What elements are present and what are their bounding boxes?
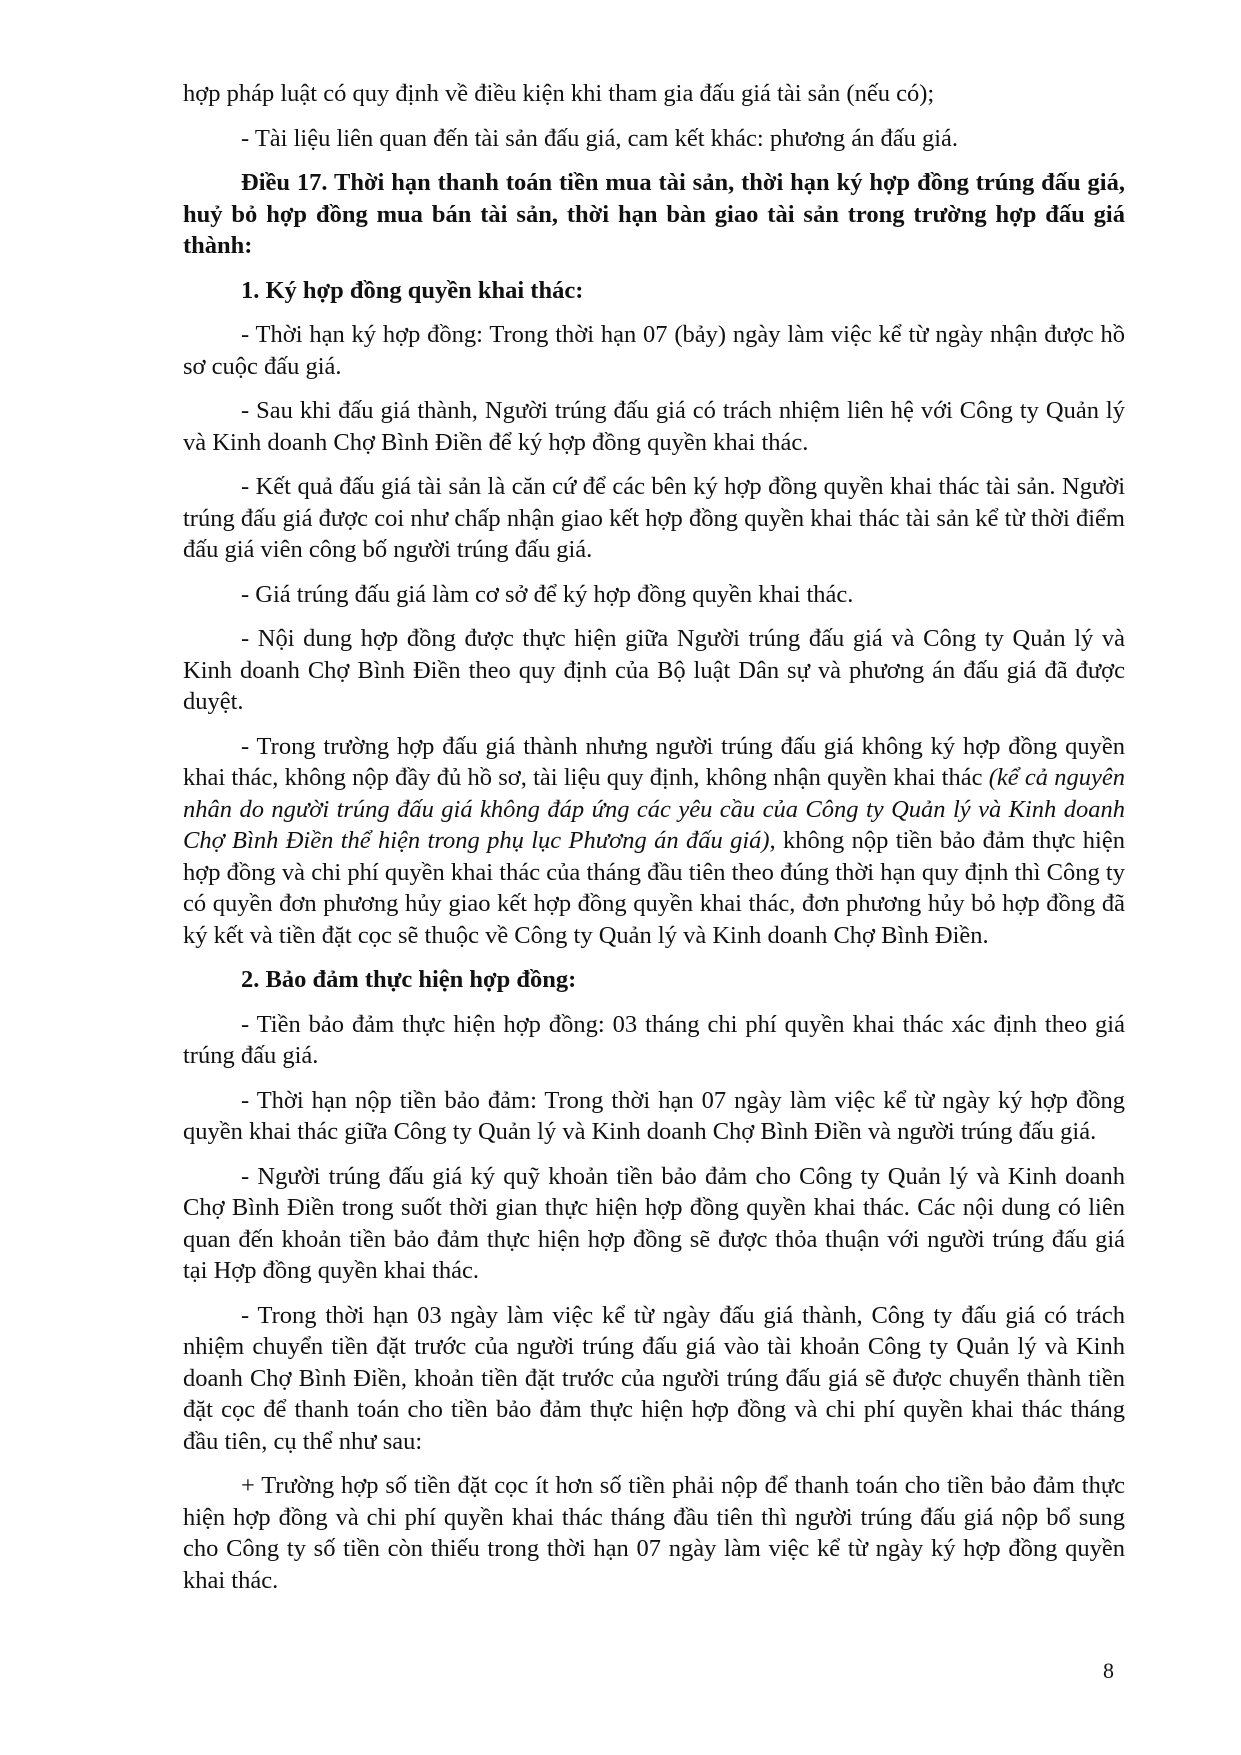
document-body [183,78,1125,1609]
paragraph-winning-price: - Giá trúng đấu giá làm cơ sở để ký hợp đồng quyền khai thác. [241,580,854,608]
paragraph-auction-result: - Kết quả đấu giá tài sản là căn cứ để các bên ký hợp đồng quyền khai thác tài sản. Người trúng đấu giá được coi như chấp nhận giao kết hợp đồng quyền khai thác tài sản kể từ thời điểm đấu giá viên công bố người trúng đấu giá. [183,473,1125,563]
paragraph-contact-company: - Sau khi đấu giá thành, Người trúng đấu giá có trách nhiệm liên hệ với Công ty Quản lý và Kinh doanh Chợ Bình Điền để ký hợp đồng quyền khai thác. [183,397,1125,456]
paragraph-contract-content: - Nội dung hợp đồng được thực hiện giữa Người trúng đấu giá và Công ty Quản lý và Kinh doanh Chợ Bình Điền theo quy định của Bộ luật Dân sự và phương án đấu giá đã được duyệt. [183,625,1125,715]
section-1-heading: 1. Ký hợp đồng quyền khai thác: [241,276,584,304]
cancellation-text-start: - Trong trường hợp đấu giá thành nhưng người trúng đấu giá không ký hợp đồng quyền khai thác, không nộp đầy đủ hồ sơ, tài liệu quy định, không nhận quyền khai thác [183,732,1125,791]
paragraph-guarantee-amount: - Tiền bảo đảm thực hiện hợp đồng: 03 tháng chi phí quyền khai thác xác định theo giá trúng đấu giá. [183,1010,1125,1069]
paragraph-insufficient-deposit: + Trường hợp số tiền đặt cọc ít hơn số tiền phải nộp để thanh toán cho tiền bảo đảm thực hiện hợp đồng và chi phí quyền khai thác tháng đầu tiên thì người trúng đấu giá nộp bổ sung cho Công ty số tiền còn thiếu trong thời hạn 07 ngày làm việc kể từ ngày ký hợp đồng quyền khai thác. [183,1472,1125,1594]
paragraph-guarantee-deadline: - Thời hạn nộp tiền bảo đảm: Trong thời hạn 07 ngày làm việc kể từ ngày ký hợp đồng quyền khai thác giữa Công ty Quản lý và Kinh doanh Chợ Bình Điền và người trúng đấu giá. [183,1086,1125,1145]
paragraph-auction-documents: - Tài liệu liên quan đến tài sản đấu giá, cam kết khác: phương án đấu giá. [241,124,958,152]
paragraph-continuation: hợp pháp luật có quy định về điều kiện khi tham gia đấu giá tài sản (nếu có); [183,80,935,107]
section-2-heading: 2. Bảo đảm thực hiện hợp đồng: [241,966,577,993]
paragraph-guarantee-deposit: - Người trúng đấu giá ký quỹ khoản tiền bảo đảm cho Công ty Quản lý và Kinh doanh Chợ Bình Điền trong suốt thời gian thực hiện hợp đồng quyền khai thác. Các nội dung có liên quan đến khoản tiền bảo đảm thực hiện hợp đồng sẽ được thỏa thuận với người trúng đấu giá tại Hợp đồng quyền khai thác. [183,1162,1125,1284]
cancellation-text-end: không nộp tiền bảo đảm thực hiện hợp đồng và chi phí quyền khai thác của tháng đầu tiên theo đúng thời hạn quy định thì Công ty có quyền đơn phương hủy giao kết hợp đồng quyền khai thác, đơn phương hủy bỏ hợp đồng đã ký kết và tiền đặt cọc sẽ thuộc về Công ty Quản lý và Kinh doanh Chợ Bình Điền. [183,827,1125,949]
cancellation-text-italic: (kể cả nguyên nhân do người trúng đấu giá không đáp ứng các yêu cầu của Công ty Quản lý và Kinh doanh Chợ Bình Điền thể hiện trong phụ lục Phương án đấu giá), [183,764,1125,854]
article-17-heading: Điều 17. Thời hạn thanh toán tiền mua tài sản, thời hạn ký hợp đồng trúng đấu giá, huỷ bỏ hợp đồng mua bán tài sản, thời hạn bàn giao tài sản trong trường hợp đấu giá thành: [183,169,1125,259]
paragraph-cancellation [183,731,1125,952]
paragraph-contract-deadline: - Thời hạn ký hợp đồng: Trong thời hạn 07 (bảy) ngày làm việc kể từ ngày nhận được hồ sơ cuộc đấu giá. [183,321,1125,380]
paragraph-transfer-deposit: - Trong thời hạn 03 ngày làm việc kể từ ngày đấu giá thành, Công ty đấu giá có trách nhiệm chuyển tiền đặt trước của người trúng đấu giá vào tài khoản Công ty Quản lý và Kinh doanh Chợ Bình Điền, khoản tiền đặt trước của người trúng đấu giá sẽ được chuyển thành tiền đặt cọc để thanh toán cho tiền bảo đảm thực hiện hợp đồng và chi phí quyền khai thác tháng đầu tiên, cụ thể như sau: [183,1301,1125,1455]
page-number: 8 [1103,1658,1114,1683]
